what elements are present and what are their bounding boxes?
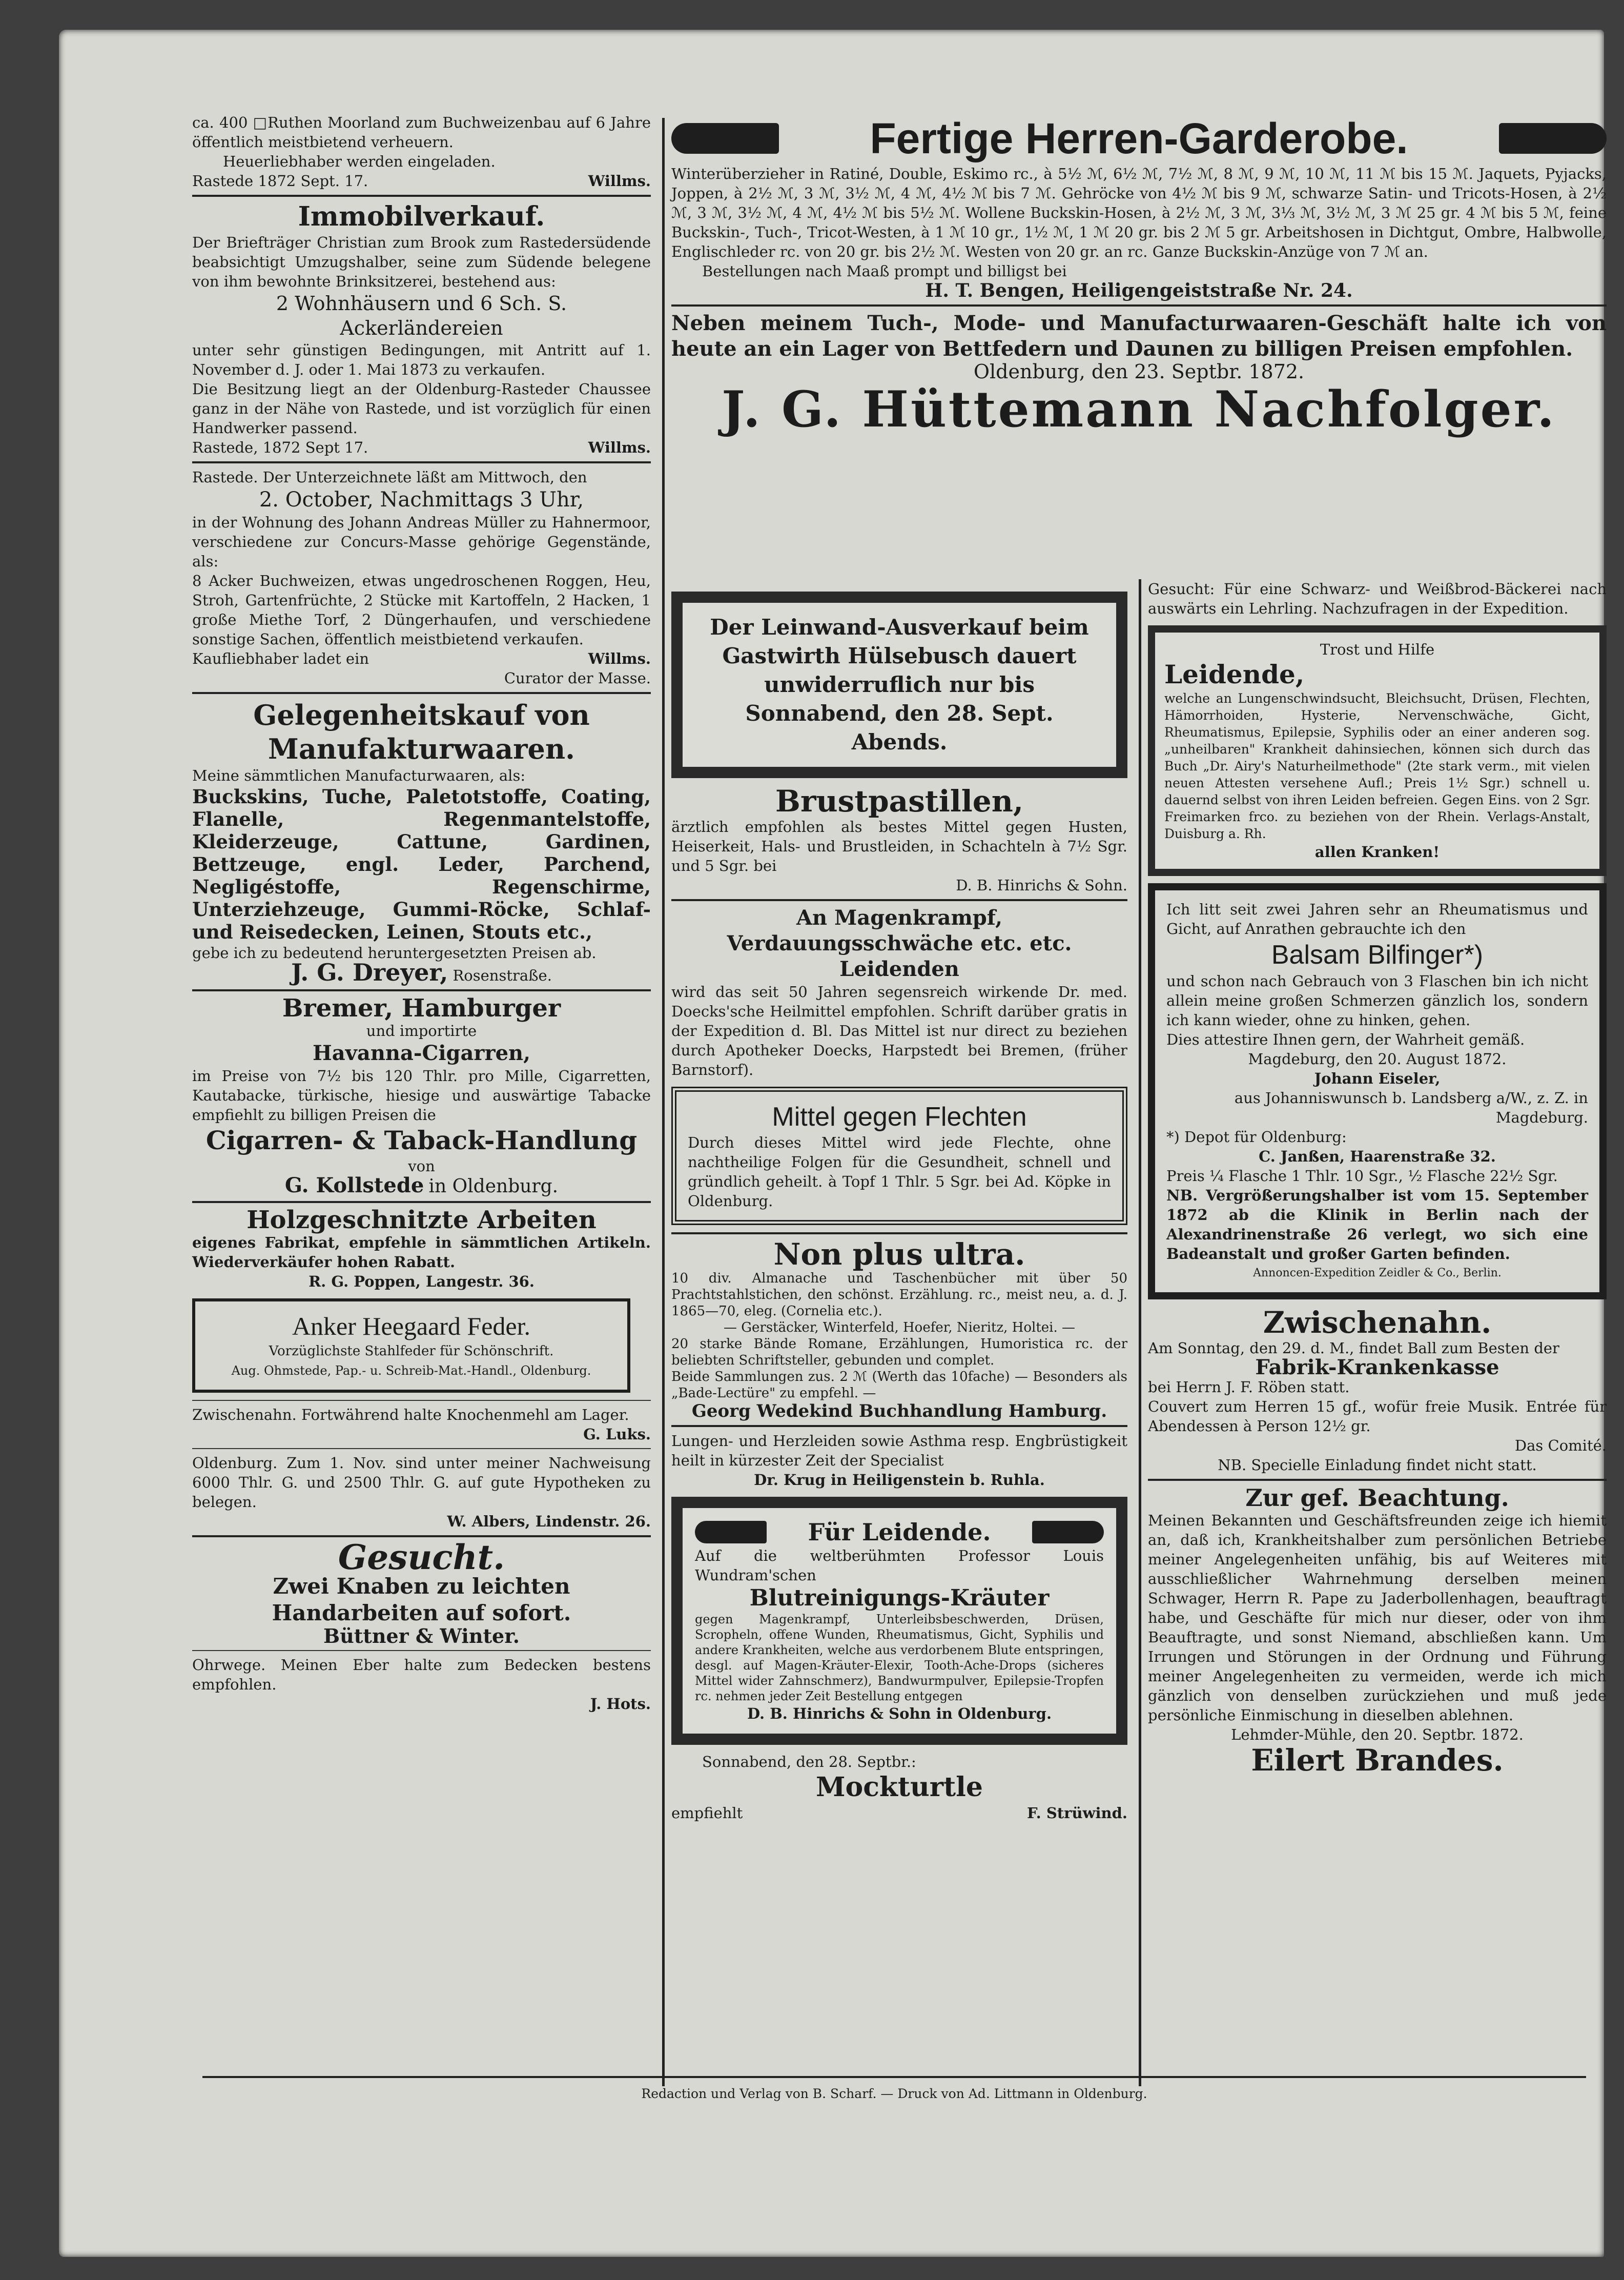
divider — [192, 461, 651, 463]
ad-leinwand: Der Leinwand-Ausverkauf beim Gastwirth Hülsebusch dauert unwiderruflich nur bis Sonnabend, den 28. Sept. Abends. — [671, 592, 1127, 778]
column-rule-1 — [662, 118, 665, 2086]
ad-magenkrampf: An Magenkrampf, Verdauungsschwäche etc. etc. Leidenden wird das seit 50 Jahren segensreich wirkende Dr. med. Doecks'sche Heilmittel empfohlen. Schrift darüber gratis in der Expedition d. Bl. Das Mittel ist nur direct zu beziehen durch Apotheker Doecks, Harpstedt bei Bremen, (früher Barnstorf). — [671, 906, 1127, 1078]
divider — [192, 1201, 651, 1203]
divider — [671, 304, 1607, 307]
ad-eber: Ohrwege. Meinen Eber halte zum Bedecken bestens empfohlen. J. Hots. — [192, 1656, 651, 1713]
ad-balsam: Ich litt seit zwei Jahren sehr an Rheumatismus und Gicht, auf Anrathen gebrauchte ich den Balsam Bilfinger*) und schon nach Gebrauch von 3 Flaschen bin ich nicht allein meine großen Schmerzen gänzlich los, sondern ich kann wieder, ohne zu hinken, gehen. Dies attestire Ihnen gern, der Wahrheit gemäß. Magdeburg, den 20. August 1872. Johann Eiseler, aus Johanniswunsch b. Landsberg a/W., z. Z. in Magdeburg. *) Depot für Oldenburg: C. Janßen, Haarenstraße 32. Preis ¼ Flasche 1 Thlr. 10 Sgr., ½ Flasche 22½ Sgr. NB. Vergrößerungshalber ist vom 15. September 1872 ab die Klinik in Berlin nach der Alexandrinenstraße 26 verlegt, wo sich eine Badeanstalt und großer Garten befinden. Annoncen-Expedition Zeidler & Co., Berlin. — [1148, 883, 1607, 1299]
pointing-hand-icon — [671, 123, 779, 154]
ad-immobilverkauf: Immobilverkauf. Der Briefträger Christian zum Brook zum Rastedersüdende beabsichtigt Umzugshalber, seine zum Südende belegene von ihm bewohnte Brinksitzerei, bestehend aus: 2 Wohnhäusern und 6 Sch. S. Ackerländereien unter sehr günstigen Bedingungen, mit Antritt auf 1. November d. J. oder 1. Mai 1873 zu verkaufen. Die Besitzung liegt an der Oldenburg-Rasteder Chaussee ganz in der Nähe von Rastede, und ist vorzüglich für einen Handwerker passend. Rastede, 1872 Sept 17. Willms. — [192, 201, 651, 456]
pointing-hand-icon — [1032, 1521, 1104, 1543]
column-middle — [671, 584, 1127, 1823]
divider — [192, 1448, 651, 1449]
column-right — [1148, 579, 1607, 1776]
divider — [192, 195, 651, 197]
column-wide-top — [671, 113, 1607, 438]
ad-gesucht-knaben: Gesucht. Zwei Knaben zu leichten Handarbeiten auf sofort. Büttner & Winter. — [272, 1537, 571, 1647]
divider — [1148, 1479, 1607, 1481]
ad-manufakturwaaren: Gelegenheitskauf von Manufakturwaaren. Meine sämmtlichen Manufacturwaaren, als: Buckskins, Tuche, Paletotstoffe, Coating, Flanelle, Regenmantelstoffe, Kleiderzeuge, Cattune, Gardinen, Bettzeuge, engl. Leder, Parchend, Negligéstoffe, Regenschirme, Unterziehzeuge, Gummi-Röcke, Schlaf- und Reisedecken, Leinen, Stouts etc., gebe ich zu bedeutend heruntergesetzten Preisen ab. J. G. Dreyer, Rosenstraße. — [192, 699, 651, 986]
ad-leidende: Trost und Hilfe Leidende, welche an Lungenschwindsucht, Bleichsucht, Drüsen, Flechten, Hämorrhoiden, Hysterie, Nervenschwäche, Gicht, Rheumatismus, Epilepsie, Syphilis oder an einer anderen sog. „unheilbaren" Krankheit dahinsiechen, können sich durch das Buch „Dr. Airy's Naturheilmethode" (2te stark verm., mit vielen neuen Attesten versehene Aufl.; Preis 1½ Sgr.) schnell u. dauernd selbst von ihren Leiden befreien. Gegen Eins. von 2 Sgr. Freimarken frco. zu beziehen von der Rhein. Verlags-Anstalt, Duisburg a. Rh. allen Kranken! — [1148, 625, 1607, 876]
ad-anker-feder: Anker Heegaard Feder. Vorzüglichste Stahlfeder für Schönschrift. Aug. Ohmstede, Pap.- u. Schreib-Mat.-Handl., Oldenburg. — [192, 1298, 630, 1393]
footer-rule — [202, 2076, 1586, 2078]
ad-mockturtle: Sonnabend, den 28. Septbr.: Mockturtle empfiehlt F. Strüwind. — [671, 1753, 1127, 1822]
ad-brustpastillen: Brustpastillen, ärztlich empfohlen als bestes Mittel gegen Husten, Heiserkeit, Hals- und Brustleiden, in Schachteln à 7½ Sgr. und 5 Sgr. bei D. B. Hinrichs & Sohn. — [671, 784, 1127, 894]
divider — [671, 1232, 1127, 1234]
ad-zwischenahn-ball: Zwischenahn. Am Sonntag, den 29. d. M., findet Ball zum Besten der Fabrik-Krankenkasse bei Herrn J. F. Röben statt. Couvert zum Herren 15 gf., wofür freie Musik. Entrée für Abendessen à Person 12½ gr. Das Comité. NB. Specielle Einladung findet nicht statt. — [1148, 1305, 1607, 1474]
column-left — [192, 113, 651, 1714]
column-rule-2 — [1139, 579, 1141, 2086]
ad-knochenmehl: Zwischenahn. Fortwährend halte Knochenmehl am Lager. G. Luks. — [192, 1406, 651, 1443]
divider — [671, 899, 1127, 901]
pointing-hand-icon — [1499, 123, 1607, 154]
ad-non-plus-ultra: Non plus ultra. 10 div. Almanache und Taschenbücher mit über 50 Prachtstahlstichen, den schönst. Erzählung. rc., meist neu, a. d. J. 1865—70, eleg. (Cornelia etc.). — Gerstäcker, Winterfeld, Hoefer, Nieritz, Holtei. — 20 starke Bände Romane, Erzählungen, Humoristica rc. der beliebten Schriftsteller, gebunden und complet. Beide Sammlungen zus. 2 ℳ (Werth das 10fache) — Besonders als „Bade-Lectüre" zu empfehl. — Georg Wedekind Buchhandlung Hamburg. — [671, 1237, 1127, 1421]
ad-herren-garderobe: Fertige Herren-Garderobe. Winterüberzieher in Ratiné, Double, Eskimo rc., à 5½ ℳ, 6½ ℳ, 7½ ℳ, 8 ℳ, 9 ℳ, 10 ℳ, 11 ℳ bis 15 ℳ. Jaquets, Pyjacks, Joppen, à 2½ ℳ, 3 ℳ, 3½ ℳ, 4 ℳ, 4½ ℳ bis 7 ℳ. Gehröcke von 4½ ℳ bis 9 ℳ, schwarze Satin- und Tricots-Hosen, à 2½ ℳ, 3 ℳ, 3½ ℳ, 4 ℳ, 4½ ℳ bis 5½ ℳ. Wollene Buckskin-Hosen, à 2½ ℳ, 3 ℳ, 3⅓ ℳ, 3½ ℳ, 3 ℳ 25 gr. 4 ℳ bis 5 ℳ, feine Buckskin-, Tuch-, Tricot-Westen, à 1 ℳ 10 gr., 1½ ℳ, 1 ℳ 20 gr. bis 2 ℳ 5 gr. Arbeitshosen in Dichtgut, Ombre, Halbwolle, Englischleder rc. von 20 gr. bis 2½ ℳ. Westen von 20 gr. an rc. Ganze Buckskin-Anzüge von 7 ℳ an. Bestellungen nach Maaß prompt und billigst bei H. T. Bengen, Heiligengeiststraße Nr. 24. — [671, 114, 1607, 301]
ad-flechten: Mittel gegen Flechten Durch dieses Mittel wird jede Flechte, ohne nachtheilige Folgen für die Gesundheit, schnell und gründlich geheilt. à Topf 1 Thlr. 5 Sgr. bei Ad. Köpke in Oldenburg. — [671, 1087, 1127, 1225]
divider — [192, 1400, 651, 1401]
divider — [192, 989, 651, 991]
pointing-hand-icon — [695, 1521, 767, 1543]
ad-moorland: ca. 400 □Ruthen Moorland zum Buchweizenbau auf 6 Jahre öffentlich meistbietend verheuern. Heuerliebhaber werden eingeladen. Rastede 1872 Sept. 17. Willms. — [192, 114, 651, 190]
ad-lungenleiden: Lungen- und Herzleiden sowie Asthma resp. Engbrüstigkeit heilt in kürzester Zeit der Specialist Dr. Krug in Heiligenstein b. Ruhla. — [671, 1432, 1127, 1489]
divider — [192, 1650, 651, 1651]
ad-fuer-leidende: Für Leidende. Auf die weltberühmten Professor Louis Wundram'schen Blutreinigungs-Kräuter gegen Magenkrampf, Unterleibsbeschwerden, Drüsen, Scropheln, offene Wunden, Rheumatismus, Gicht, Syphilis und andere Krankheiten, welche aus verdorbenem Blute entspringen, desgl. auf Magen-Kräuter-Elexir, Tooth-Ache-Drops (sicheres Mittel wider Zahnschmerz), Bandwurmpulver, Epilepsie-Tropfen rc. nehmen jeder Zeit Bestellung entgegen D. B. Hinrichs & Sohn in Oldenburg. — [671, 1497, 1127, 1745]
ad-hypotheken: Oldenburg. Zum 1. Nov. sind unter meiner Nachweisung 6000 Thlr. G. und 2500 Thlr. G. auf gute Hypotheken zu belegen. W. Albers, Lindenstr. 26. — [192, 1454, 651, 1530]
ad-concurs: Rastede. Der Unterzeichnete läßt am Mittwoch, den 2. October, Nachmittags 3 Uhr, in der Wohnung des Johann Andreas Müller zu Hahnermoor, verschiedene zur Concurs-Masse gehörige Gegenstände, als: 8 Acker Buchweizen, etwas ungedroschenen Roggen, Heu, Stroh, Gartenfrüchte, 2 Stücke mit Kartoffeln, 2 Hacken, 1 große Miethe Torf, 2 Düngerhaufen, und verschiedene sonstige Sachen, öffentlich meistbietend verkaufen. Kaufliebhaber ladet ein Willms. Curator der Masse. — [192, 469, 651, 687]
ad-huettemann: Neben meinem Tuch-, Mode- und Manufacturwaaren-Geschäft halte ich von heute an ein Lager von Bettfedern und Daunen zu billigen Preisen empfohlen. Oldenburg, den 23. Septbr. 1872. J. G. Hüttemann Nachfolger. — [671, 311, 1607, 438]
imprint: Redaction und Verlag von B. Scharf. — Druck von Ad. Littmann in Oldenburg. — [641, 2086, 1147, 2101]
divider — [671, 1425, 1127, 1427]
divider — [192, 692, 651, 694]
ad-cigarren: Bremer, Hamburger und importirte Havanna-Cigarren, im Preise von 7½ bis 120 Thlr. pro Mille, Cigarretten, Kautabacke, türkische, hiesige und auswärtige Tabacke empfiehlt zu billigen Preisen die Cigarren- & Taback-Handlung von G. Kollstede in Oldenburg. — [192, 994, 651, 1197]
ad-beachtung: Zur gef. Beachtung. Meinen Bekannten und Geschäftsfreunden zeige ich hiemit an, daß ich, Krankheitshalber zum persönlichen Betriebe meiner Angelegenheiten unfähig, bis auf Weiteres mit ausschließlicher Wahrnehmung derselben meinen Schwager, Herrn R. Pape zu Jaderbollenhagen, beauftragt habe, und Geschäfte für mich nur dieser, oder von ihm Beauftragte, und sonst Niemand, abschließen kann. Um Irrungen und Störungen in der Ordnung und Führung meiner Angelegenheiten zu vermeiden, werde ich mich gänzlich von denselben zurückziehen und muß jede persönliche Einmischung in dieselben ablehnen. Lehmder-Mühle, den 20. Septbr. 1872. Eilert Brandes. — [1148, 1484, 1607, 1778]
ad-holz: Holzgeschnitzte Arbeiten eigenes Fabrikat, empfehle in sämmtlichen Artikeln. Wiederverkäufer hohen Rabatt. R. G. Poppen, Langestr. 36. — [192, 1206, 651, 1290]
ad-lehrling: Gesucht: Für eine Schwarz- und Weißbrod-Bäckerei nach auswärts ein Lehrling. Nachzufragen in der Expedition. — [1148, 580, 1607, 617]
